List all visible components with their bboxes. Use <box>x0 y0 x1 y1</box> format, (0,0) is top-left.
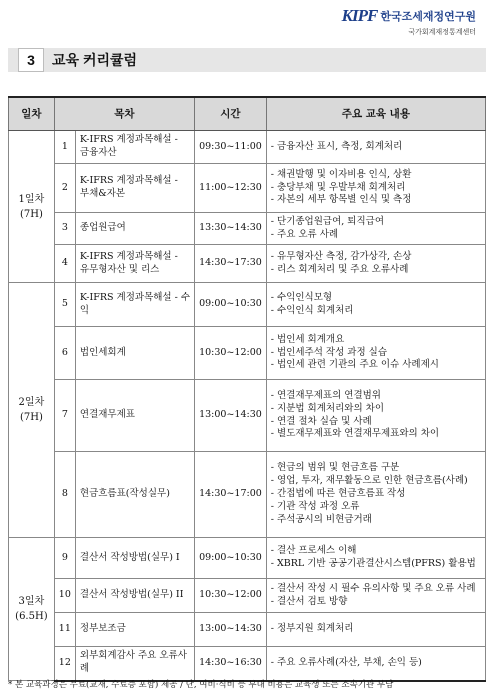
session-content <box>266 647 485 681</box>
session-time: 13:30~14:30 <box>195 213 267 245</box>
content-line: - 결산 프로세스 이해 <box>270 545 357 557</box>
topic-line: K-IFRS 계정과목해설 - <box>79 250 178 262</box>
table-row <box>9 579 486 613</box>
session-content <box>266 213 485 245</box>
session-content <box>266 131 485 164</box>
session-topic <box>75 245 194 283</box>
content-line: - 별도재무제표와 연결재무제표와의 차이 <box>270 428 440 440</box>
session-content <box>266 579 485 613</box>
topic-line: K-IFRS 계정과목해설 - <box>79 134 178 146</box>
day-label: 2일차 <box>18 397 45 408</box>
content-line: - 법인세 관련 기관의 주요 이슈 사례제시 <box>270 359 439 371</box>
org-logo <box>342 6 476 37</box>
topic-line: K-IFRS 계정과목해설 - <box>79 175 178 187</box>
session-time: 10:30~12:00 <box>195 327 267 380</box>
day-label: 1일차 <box>18 193 45 205</box>
content-line: - 수익인식모형 <box>270 291 333 303</box>
org-subname: 국가회계재정통계센터 <box>408 29 476 36</box>
content-line: - 유무형자산 측정, 감가상각, 손상 <box>270 250 412 262</box>
content-line: - 단기종업원급여, 퇴직급여 <box>270 215 384 227</box>
day-cell <box>9 538 55 681</box>
content-line: - 결산서 작성 시 필수 유의사항 및 주요 오류 사례 <box>270 582 476 594</box>
topic-line: 연결재무제표 <box>79 409 135 421</box>
day-cell <box>9 131 55 283</box>
session-time: 13:00~14:30 <box>195 380 267 452</box>
content-line: - 연결 절차 실습 및 사례 <box>270 415 372 427</box>
topic-line: 법인세회계 <box>79 346 126 358</box>
table-row <box>9 327 486 380</box>
session-topic <box>75 283 194 327</box>
content-line: - 연결재무제표의 연결범위 <box>270 389 381 401</box>
content-line: - 지분법 회계처리와의 차이 <box>270 402 384 414</box>
table-row <box>9 647 486 681</box>
content-line: - 결산서 검토 방향 <box>270 595 348 607</box>
session-topic <box>75 538 194 579</box>
session-time: 14:30~17:00 <box>195 452 267 538</box>
session-number: 7 <box>54 380 75 452</box>
session-time: 10:30~12:00 <box>195 579 267 613</box>
content-line: - 영업, 투자, 재무활동으로 인한 현금흐름(사례) <box>270 475 468 487</box>
session-content <box>266 164 485 213</box>
table-row <box>9 213 486 245</box>
table-row <box>9 452 486 538</box>
content-line: - 법인세 회계개요 <box>270 333 345 345</box>
topic-line: K-IFRS 계정과목해설 - 수익 <box>79 291 191 316</box>
session-number: 10 <box>54 579 75 613</box>
table-row <box>9 380 486 452</box>
session-number: 1 <box>54 131 75 164</box>
session-topic <box>75 327 194 380</box>
header-time: 시간 <box>195 97 267 131</box>
content-line: - 정부지원 회계처리 <box>270 623 354 635</box>
session-time: 09:00~10:30 <box>195 538 267 579</box>
content-line: - 기관 작성 과정 오류 <box>270 500 360 512</box>
table-row <box>9 164 486 213</box>
session-number: 4 <box>54 245 75 283</box>
topic-line: 종업원급여 <box>79 222 126 234</box>
session-number: 3 <box>54 213 75 245</box>
session-number: 12 <box>54 647 75 681</box>
header-day: 일차 <box>9 97 55 131</box>
content-line: - 충당부채 및 우발부채 회계처리 <box>270 181 406 193</box>
table-row <box>9 613 486 647</box>
org-name: 한국조세재정연구원 <box>380 11 476 23</box>
content-line: - 자본의 세부 항목별 인식 및 측정 <box>270 194 412 206</box>
session-number: 5 <box>54 283 75 327</box>
day-label: 3일차 <box>18 596 45 607</box>
session-number: 8 <box>54 452 75 538</box>
kipf-logo-mark: KIPF <box>341 6 378 25</box>
session-topic <box>75 380 194 452</box>
session-number: 11 <box>54 613 75 647</box>
content-line: - 리스 회계처리 및 주요 오류사례 <box>270 263 409 275</box>
session-content <box>266 613 485 647</box>
content-line: - 주요 오류 사례 <box>270 228 339 240</box>
section-title: 교육 커리큘럼 <box>52 52 138 68</box>
session-time: 13:00~14:30 <box>195 613 267 647</box>
table-row <box>9 245 486 283</box>
session-content <box>266 283 485 327</box>
session-content <box>266 245 485 283</box>
day-hours: (6.5H) <box>15 611 48 622</box>
table-row <box>9 538 486 579</box>
table-row <box>9 283 486 327</box>
footnote: * 본 교육과정은 무료(교재, 수료증 포함) 제공 / 단, 여비·식비 등 부대 비용은 교육생 또는 소속기관 부담 <box>8 680 394 690</box>
section-header <box>8 48 486 72</box>
session-time: 09:00~10:30 <box>195 283 267 327</box>
content-line: - 현금의 범위 및 현금흐름 구분 <box>270 462 400 474</box>
content-line: - 주요 오류사례(자산, 부채, 손익 등) <box>270 656 422 668</box>
topic-line: 정부보조금 <box>79 623 126 635</box>
session-number: 6 <box>54 327 75 380</box>
section-number: 3 <box>18 48 44 72</box>
table-header-row <box>9 97 486 131</box>
curriculum-table <box>8 96 486 682</box>
content-line: - XBRL 기반 공공기관결산시스템(PFRS) 활용법 <box>270 558 476 569</box>
topic-line: 금융자산 <box>79 147 117 158</box>
session-topic <box>75 131 194 164</box>
header-content: 주요 교육 내용 <box>266 97 485 131</box>
content-line: - 주석공시의 비현금거래 <box>270 513 372 525</box>
topic-line: 현금흐름표(작성실무) <box>79 488 170 500</box>
topic-line: 결산서 작성방법(실무) II <box>79 589 184 601</box>
session-topic <box>75 452 194 538</box>
day-cell <box>9 283 55 538</box>
topic-line: 외부회계감사 주요 오류사례 <box>79 650 187 675</box>
session-topic <box>75 213 194 245</box>
content-line: - 금융자산 표시, 측정, 회계처리 <box>270 140 403 152</box>
session-content <box>266 538 485 579</box>
session-content <box>266 327 485 380</box>
day-hours: (7H) <box>19 412 43 423</box>
header-topic: 목차 <box>54 97 194 131</box>
session-topic <box>75 579 194 613</box>
content-line: - 채권발행 및 이자비용 인식, 상환 <box>270 168 412 180</box>
session-time: 14:30~16:30 <box>195 647 267 681</box>
table-row <box>9 131 486 164</box>
topic-line: 결산서 작성방법(실무) I <box>79 551 180 563</box>
session-number: 9 <box>54 538 75 579</box>
content-line: - 간접법에 따른 현금흐름표 작성 <box>270 488 406 500</box>
session-number: 2 <box>54 164 75 213</box>
session-topic <box>75 164 194 213</box>
topic-line: 유무형자산 및 리스 <box>79 263 160 275</box>
content-line: - 수익인식 회계처리 <box>270 304 354 316</box>
session-topic <box>75 647 194 681</box>
session-content <box>266 452 485 538</box>
session-content <box>266 380 485 452</box>
topic-line: 부채&자본 <box>79 188 126 199</box>
session-time: 11:00~12:30 <box>195 164 267 213</box>
content-line: - 법인세주석 작성 과정 실습 <box>270 346 388 358</box>
day-hours: (7H) <box>19 208 43 220</box>
session-time: 14:30~17:30 <box>195 245 267 283</box>
session-time: 09:30~11:00 <box>195 131 267 164</box>
session-topic <box>75 613 194 647</box>
